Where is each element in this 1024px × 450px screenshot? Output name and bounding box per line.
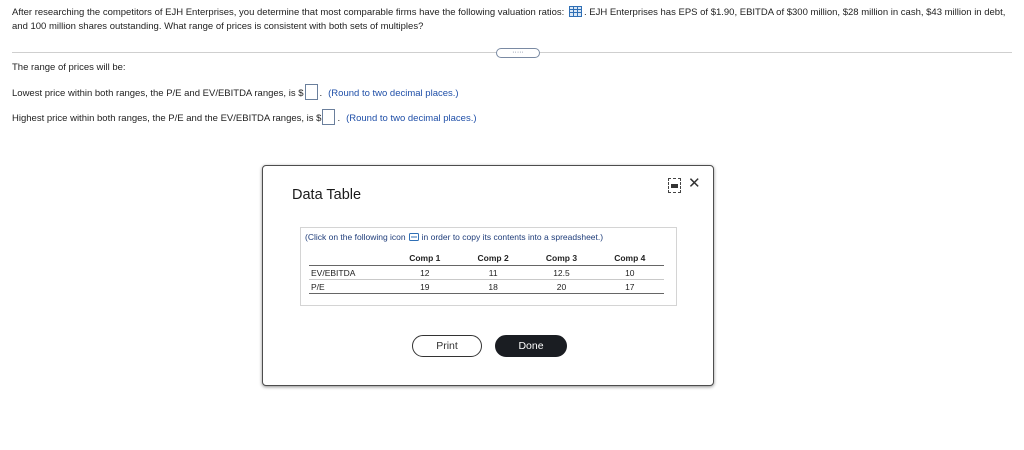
table-cell: 17 (596, 280, 664, 294)
table-row (309, 266, 664, 280)
table-header: Comp 1 (391, 252, 459, 266)
close-button[interactable]: ✕ (688, 175, 701, 192)
table-cell: 19 (391, 280, 459, 294)
table-cell: 12.5 (527, 266, 595, 280)
copy-note-part2: in order to copy its contents into a spreadsheet.) (421, 232, 604, 242)
copy-icon[interactable] (409, 233, 419, 241)
expand-button[interactable]: ····· (496, 48, 540, 58)
table-header (309, 252, 391, 266)
answers-intro: The range of prices will be: (12, 62, 126, 73)
table-header: Comp 4 (596, 252, 664, 266)
done-button[interactable]: Done (495, 335, 567, 357)
data-table-dialog (262, 165, 714, 386)
row-label: EV/EBITDA (309, 266, 391, 280)
highest-price-hint: (Round to two decimal places.) (346, 113, 477, 124)
table-cell: 18 (459, 280, 527, 294)
table-header: Comp 3 (527, 252, 595, 266)
question-text-part1: After researching the competitors of EJH Enterprises, you determine that most comparable firms have the following valuation ratios: (12, 7, 565, 18)
table-icon[interactable] (569, 6, 582, 17)
table-header-row (309, 252, 664, 266)
print-button[interactable]: Print (412, 335, 482, 357)
lowest-price-hint: (Round to two decimal places.) (328, 88, 459, 99)
table-header: Comp 2 (459, 252, 527, 266)
data-table-panel (300, 227, 677, 306)
data-table (309, 252, 664, 294)
minimize-icon (671, 184, 678, 188)
highest-price-input[interactable] (322, 109, 335, 125)
copy-note-part1: (Click on the following icon (305, 232, 406, 242)
table-cell: 11 (459, 266, 527, 280)
highest-price-row: Highest price within both ranges, the P/E and the EV/EBITDA ranges, is $ . (Round to two decimal places.) (12, 109, 477, 125)
lowest-price-label: Lowest price within both ranges, the P/E and EV/EBITDA ranges, is $ (12, 88, 304, 99)
minimize-button[interactable] (668, 178, 681, 193)
table-cell: 12 (391, 266, 459, 280)
row-label: P/E (309, 280, 391, 294)
question-text-part2: . EJH Enterprises has EPS of $1.90, EBITDA of $300 million, $28 million in cash, $43 million in debt, and 100 million shares outstanding. What range of prices is consistent with both sets of multiples? (12, 7, 1006, 32)
table-cell: 20 (527, 280, 595, 294)
highest-price-label: Highest price within both ranges, the P/E and the EV/EBITDA ranges, is $ (12, 113, 322, 124)
lowest-price-input[interactable] (305, 84, 318, 100)
question-text (12, 6, 1012, 34)
table-cell: 10 (596, 266, 664, 280)
lowest-price-row: Lowest price within both ranges, the P/E and EV/EBITDA ranges, is $ . (Round to two decimal places.) (12, 84, 459, 100)
copy-note (305, 232, 603, 242)
table-row (309, 280, 664, 294)
dialog-title: Data Table (292, 187, 362, 203)
